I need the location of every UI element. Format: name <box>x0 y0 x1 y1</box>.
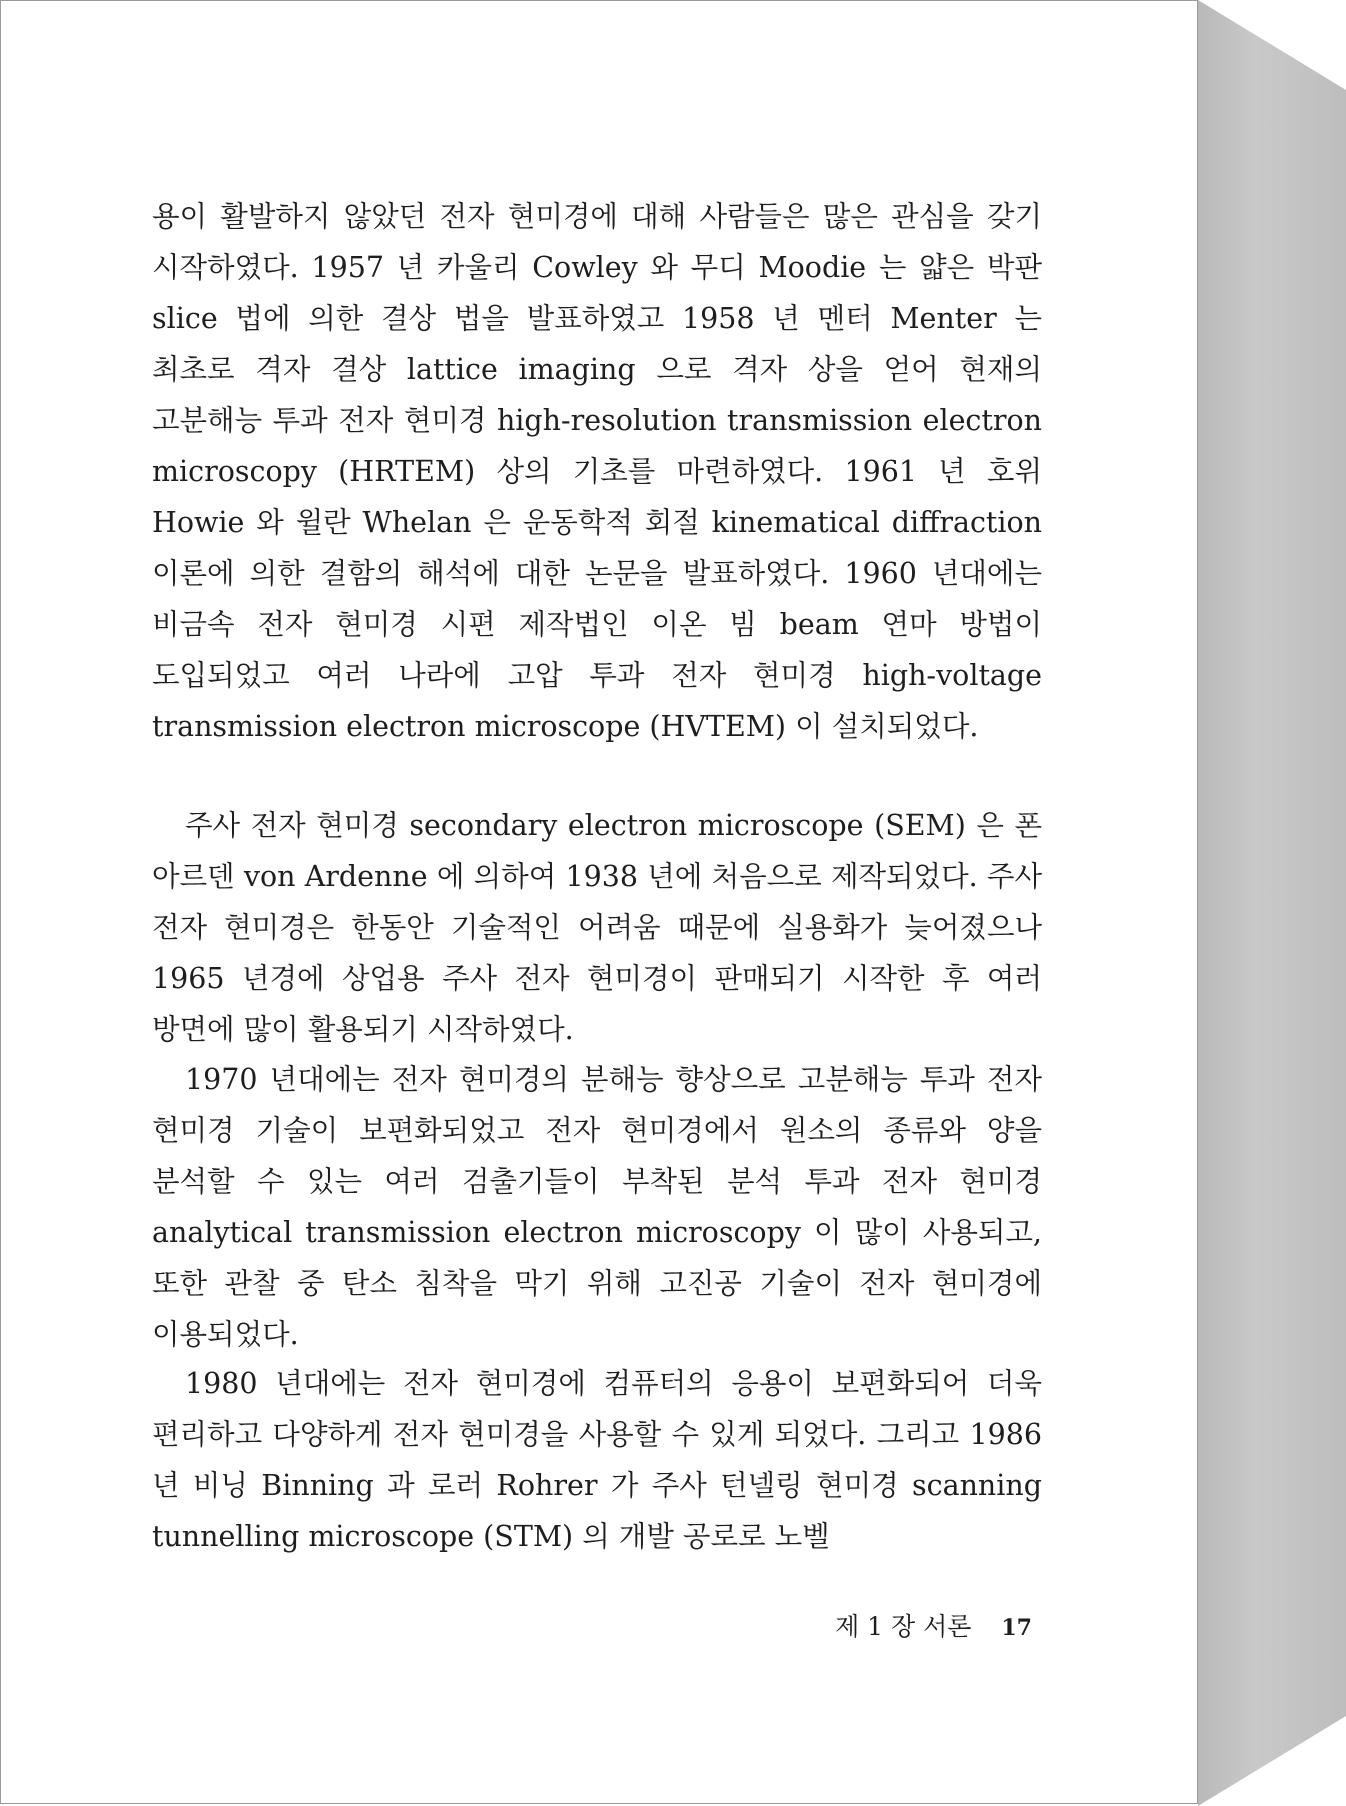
page-footer <box>835 1607 1032 1643</box>
chapter-title: 제 1 장 서론 <box>835 1612 972 1641</box>
book-side-edge <box>1198 0 1346 1806</box>
page-number: 17 <box>1001 1615 1032 1641</box>
paragraph-4: 1980 년대에는 전자 현미경에 컴퓨터의 응용이 보편화되어 더욱 편리하고 다양하게 전자 현미경을 사용할 수 있게 되었다. 그리고 1986 년 비닝 Binning 과 로러 Rohrer 가 주사 턴넬링 현미경 scanning tunnelling microscope (STM) 의 개발 공로로 노벨 <box>152 1367 1042 1553</box>
paragraph-1: 용이 활발하지 않았던 전자 현미경에 대해 사람들은 많은 관심을 갖기 시작하였다. 1957 년 카울리 Cowley 와 무디 Moodie 는 얇은 박판 slice 법에 의한 결상 법을 발표하였고 1958 년 멘터 Menter 는 최초로 격자 결상 lattice imaging 으로 격자 상을 얻어 현재의 고분해능 투과 전자 현미경 high-resolution transmission electron microscopy (HRTEM) 상의 기초를 마련하였다. 1961 년 호위 Howie 와 윌란 Whelan 은 운동학적 회절 kinematical diffraction 이론에 의한 결함의 해석에 대한 논문을 발표하였다. 1960 년대에는 비금속 전자 현미경 시편 제작법인 이온 빔 beam 연마 방법이 도입되었고 여러 나라에 고압 투과 전자 현미경 high-voltage transmission electron microscope (HVTEM) 이 설치되었다. <box>152 200 1042 743</box>
paragraph-2: 주사 전자 현미경 secondary electron microscope (SEM) 은 폰 아르덴 von Ardenne 에 의하여 1938 년에 처음으로 제작되었다. 주사 전자 현미경은 한동안 기술적인 어려움 때문에 실용화가 늦어졌으나 1965 년경에 상업용 주사 전자 현미경이 판매되기 시작한 후 여러 방면에 많이 활용되기 시작하였다. <box>152 809 1042 1046</box>
paragraph-3: 1970 년대에는 전자 현미경의 분해능 향상으로 고분해능 투과 전자 현미경 기술이 보편화되었고 전자 현미경에서 원소의 종류와 양을 분석할 수 있는 여러 검출기들이 부착된 분석 투과 전자 현미경 analytical transmission electron microscopy 이 많이 사용되고, 또한 관찰 중 탄소 침착을 막기 위해 고진공 기술이 전자 현미경에 이용되었다. <box>152 1063 1042 1351</box>
